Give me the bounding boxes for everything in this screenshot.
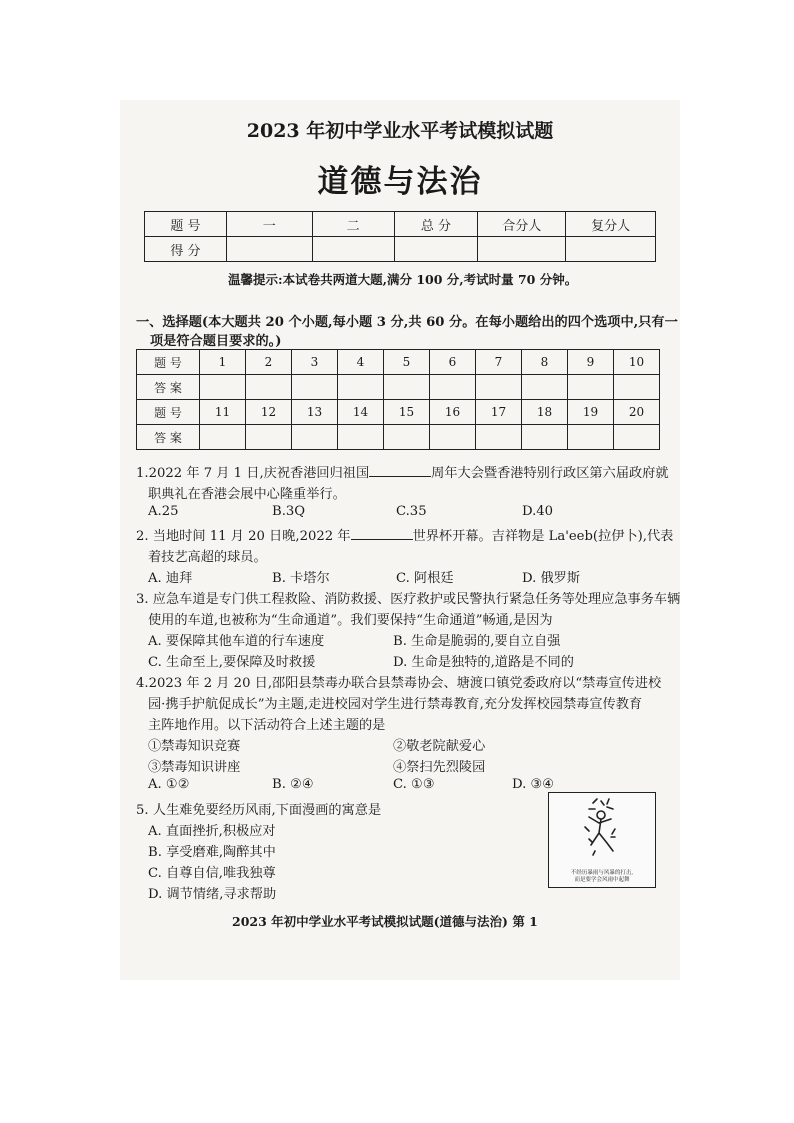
question-1-option-d[interactable]: D.40	[522, 504, 554, 519]
question-4-option-d[interactable]: D. ③④	[512, 777, 555, 792]
dancing-figure-drawing	[549, 793, 655, 863]
question-number-cell: 3	[292, 350, 338, 375]
answer-input-cell[interactable]	[476, 425, 522, 450]
subject-title: 道德与法治	[317, 164, 483, 200]
answer-input-cell[interactable]	[200, 375, 246, 400]
question-number-cell: 14	[338, 400, 384, 425]
cartoon-caption-line: 而是要学会风雨中起舞	[574, 877, 630, 883]
answer-input-cell[interactable]	[430, 375, 476, 400]
question-number-cell: 1	[200, 350, 246, 375]
question-4-item-1: ①禁毒知识竞赛	[148, 739, 241, 754]
score-table-header-row	[145, 212, 656, 237]
question-1-stem-cont: 职典礼在香港会展中心隆重举行。	[148, 487, 346, 502]
question-2-stem	[136, 525, 673, 544]
answer-table-number-row	[137, 400, 660, 425]
question-number-cell: 10	[614, 350, 660, 375]
question-1-option-c[interactable]: C.35	[396, 504, 427, 519]
question-4-option-a[interactable]: A. ①②	[148, 777, 190, 792]
question-4-stem-cont: 园·携手护航促成长”为主题,走进校园对学生进行禁毒教育,充分发挥校园禁毒宣传教育	[148, 697, 643, 712]
question-5-option-d[interactable]: D. 调节情绪,寻求帮助	[148, 887, 277, 902]
score-table-cell: 一	[226, 212, 312, 237]
question-3-stem-cont: 使用的车道,也被称为“生命通道”。我们要保持“生命通道”畅通,是因为	[148, 613, 553, 628]
page-footer: 2023 年初中学业水平考试模拟试题(道德与法治) 第 1	[232, 914, 538, 929]
question-3-stem: 3. 应急车道是专门供工程救险、消防救援、医疗救护或民警执行紧急任务等处理应急事务车辆	[136, 592, 681, 607]
question-5-option-c[interactable]: C. 自尊自信,唯我独尊	[148, 866, 276, 881]
question-4-stem-cont: 主阵地作用。以下活动符合上述主题的是	[148, 718, 386, 733]
question-number-cell: 2	[246, 350, 292, 375]
answer-input-cell[interactable]	[476, 375, 522, 400]
answer-input-cell[interactable]	[568, 375, 614, 400]
answer-input-cell[interactable]	[338, 375, 384, 400]
question-2-option-c[interactable]: C. 阿根廷	[396, 571, 454, 586]
question-2-option-a[interactable]: A. 迪拜	[148, 571, 193, 586]
question-number-cell: 11	[200, 400, 246, 425]
answer-table-label: 答 案	[137, 375, 200, 400]
question-number-cell: 7	[476, 350, 522, 375]
cartoon-caption-line: 不经历暴雨与风暴的打击,	[570, 870, 634, 876]
question-number-cell: 18	[522, 400, 568, 425]
reminder-text: 温馨提示:本试卷共两道大题,满分 100 分,考试时量 70 分钟。	[228, 272, 578, 287]
question-4-item-2: ②敬老院献爱心	[393, 739, 486, 754]
answer-table-answer-row	[137, 375, 660, 400]
question-number-cell: 19	[568, 400, 614, 425]
question-3-option-d[interactable]: D. 生命是独特的,道路是不同的	[393, 655, 574, 670]
question-number-cell: 4	[338, 350, 384, 375]
answer-input-cell[interactable]	[338, 425, 384, 450]
answer-input-cell[interactable]	[384, 375, 430, 400]
score-table-cell: 得 分	[145, 237, 227, 262]
question-3-option-a[interactable]: A. 要保障其他车道的行车速度	[148, 634, 325, 649]
score-table-cell: 复分人	[566, 212, 656, 237]
answer-input-cell[interactable]	[430, 425, 476, 450]
question-5-option-a[interactable]: A. 直面挫折,积极应对	[148, 824, 276, 839]
answer-table-number-row	[137, 350, 660, 375]
question-number-cell: 17	[476, 400, 522, 425]
question-2-text-cont: 世界杯开幕。吉祥物是 La'eeb(拉伊卜),代表	[412, 529, 674, 544]
answer-input-cell[interactable]	[522, 425, 568, 450]
question-1-text: 1.2022 年 7 月 1 日,庆祝香港回归祖国	[136, 466, 370, 481]
answer-input-cell[interactable]	[246, 375, 292, 400]
question-number-cell: 9	[568, 350, 614, 375]
score-table-cell: 总 分	[394, 212, 478, 237]
score-table	[144, 211, 656, 262]
answer-input-cell[interactable]	[614, 425, 660, 450]
question-5-option-b[interactable]: B. 享受磨难,陶醉其中	[148, 845, 276, 860]
answer-input-cell[interactable]	[292, 375, 338, 400]
question-number-cell: 13	[292, 400, 338, 425]
answer-table	[136, 349, 660, 450]
answer-table-label: 答 案	[137, 425, 200, 450]
question-number-cell: 8	[522, 350, 568, 375]
answer-input-cell[interactable]	[292, 425, 338, 450]
answer-input-cell[interactable]	[246, 425, 292, 450]
cartoon-illustration	[548, 792, 656, 888]
question-5-stem: 5. 人生难免要经历风雨,下面漫画的寓意是	[136, 803, 382, 818]
question-number-cell: 20	[614, 400, 660, 425]
score-input-cell[interactable]	[478, 237, 566, 262]
answer-table-label: 题 号	[137, 400, 200, 425]
score-input-cell[interactable]	[312, 237, 394, 262]
score-table-score-row	[145, 237, 656, 262]
question-4-item-4: ④祭扫先烈陵园	[393, 760, 486, 775]
answer-input-cell[interactable]	[614, 375, 660, 400]
answer-input-cell[interactable]	[200, 425, 246, 450]
section-heading-cont: 项是符合题目要求的。)	[150, 334, 282, 349]
question-1-stem	[136, 462, 669, 481]
score-input-cell[interactable]	[394, 237, 478, 262]
answer-input-cell[interactable]	[384, 425, 430, 450]
question-2-option-d[interactable]: D. 俄罗斯	[522, 571, 581, 586]
question-1-option-a[interactable]: A.25	[148, 504, 179, 519]
score-input-cell[interactable]	[566, 237, 656, 262]
answer-table-label: 题 号	[137, 350, 200, 375]
question-number-cell: 16	[430, 400, 476, 425]
exam-title: 2023 年初中学业水平考试模拟试题	[246, 120, 554, 142]
question-number-cell: 5	[384, 350, 430, 375]
question-number-cell: 12	[246, 400, 292, 425]
score-table-cell: 二	[312, 212, 394, 237]
question-2-option-b[interactable]: B. 卡塔尔	[272, 571, 330, 586]
fill-blank[interactable]	[369, 464, 431, 477]
question-4-stem: 4.2023 年 2 月 20 日,邵阳县禁毒办联合县禁毒协会、塘渡口镇党委政府以“禁毒宣传进校	[136, 676, 662, 691]
fill-blank[interactable]	[351, 527, 413, 540]
answer-table-answer-row	[137, 425, 660, 450]
score-table-cell: 题 号	[145, 212, 227, 237]
question-number-cell: 6	[430, 350, 476, 375]
question-number-cell: 15	[384, 400, 430, 425]
question-3-option-b[interactable]: B. 生命是脆弱的,要自立自强	[393, 634, 561, 649]
question-4-option-c[interactable]: C. ①③	[393, 777, 435, 792]
question-2-stem-cont: 着技艺高超的球员。	[148, 550, 267, 565]
score-input-cell[interactable]	[226, 237, 312, 262]
question-4-option-b[interactable]: B. ②④	[272, 777, 314, 792]
answer-input-cell[interactable]	[522, 375, 568, 400]
section-heading: 一、选择题(本大题共 20 个小题,每小题 3 分,共 60 分。在每小题给出的四个选项中,只有一	[136, 315, 678, 330]
cartoon-caption	[551, 870, 653, 884]
question-2-text: 2. 当地时间 11 月 20 日晚,2022 年	[136, 529, 351, 544]
question-1-text-cont: 周年大会暨香港特别行政区第六届政府就	[431, 466, 669, 481]
question-1-option-b[interactable]: B.3Q	[272, 504, 306, 519]
question-3-option-c[interactable]: C. 生命至上,要保障及时救援	[148, 655, 316, 670]
answer-input-cell[interactable]	[568, 425, 614, 450]
score-table-cell: 合分人	[478, 212, 566, 237]
question-4-item-3: ③禁毒知识讲座	[148, 760, 241, 775]
